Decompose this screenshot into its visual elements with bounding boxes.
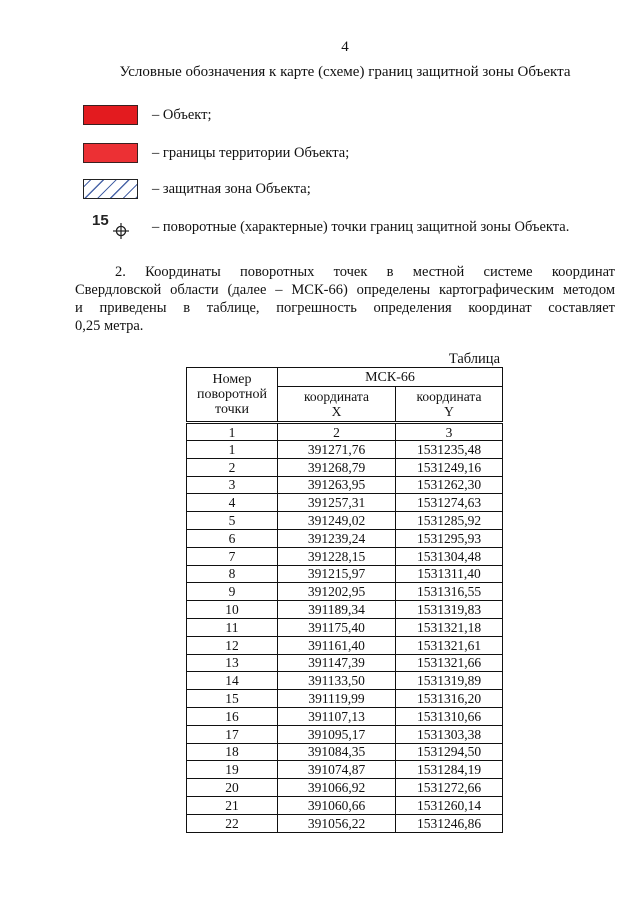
header-text-line: точки: [215, 402, 249, 417]
point-number-cell: 14: [187, 672, 278, 690]
coordinate-x-cell: 391215,97: [278, 565, 396, 583]
territory-boundary-swatch: [83, 143, 138, 163]
coordinate-x-cell: 391271,76: [278, 441, 396, 459]
point-number-cell: 17: [187, 725, 278, 743]
point-number-cell: 22: [187, 814, 278, 832]
header-text-line: координата: [304, 389, 369, 404]
table-row: [187, 512, 503, 530]
crosshair-icon: [112, 222, 130, 240]
coordinates-table: [186, 367, 503, 833]
table-row: [187, 601, 503, 619]
coordinate-y-cell: 1531235,48: [396, 441, 503, 459]
column-index-row: [187, 423, 503, 441]
coordinate-x-cell: 391060,66: [278, 796, 396, 814]
coordinate-y-cell: 1531321,61: [396, 636, 503, 654]
coordinate-y-cell: 1531295,93: [396, 529, 503, 547]
coordinate-x-cell: 391228,15: [278, 547, 396, 565]
point-number-cell: 10: [187, 601, 278, 619]
legend-label-protection-zone: – защитная зона Объекта;: [152, 181, 311, 197]
coordinate-x-cell: 391257,31: [278, 494, 396, 512]
table-row: [187, 654, 503, 672]
table-row: [187, 494, 503, 512]
coordinate-x-cell: 391263,95: [278, 476, 396, 494]
coordinate-x-cell: 391066,92: [278, 779, 396, 797]
legend-label-territory-boundary: – границы территории Объекта;: [152, 145, 350, 161]
hatched-zone-swatch: [83, 179, 138, 199]
point-number-cell: 9: [187, 583, 278, 601]
point-number-cell: 7: [187, 547, 278, 565]
coordinate-y-cell: 1531303,38: [396, 725, 503, 743]
coordinate-y-cell: 1531316,20: [396, 690, 503, 708]
coordinate-x-cell: 391095,17: [278, 725, 396, 743]
header-text-line: X: [331, 404, 342, 419]
header-point-number: [187, 368, 278, 423]
header-text-line: координата: [416, 389, 482, 404]
table-row: [187, 583, 503, 601]
table-row: [187, 743, 503, 761]
table-row: [187, 672, 503, 690]
coordinate-x-cell: 391119,99: [278, 690, 396, 708]
legend-item-turning-point: [83, 213, 623, 241]
coordinate-y-cell: 1531272,66: [396, 779, 503, 797]
coordinate-x-cell: 391107,13: [278, 707, 396, 725]
table-row: [187, 814, 503, 832]
point-number-cell: 3: [187, 476, 278, 494]
table-row: [187, 476, 503, 494]
paragraph-line: 0,25 метра.: [75, 318, 144, 334]
coordinate-y-cell: 1531284,19: [396, 761, 503, 779]
table-row: [187, 636, 503, 654]
point-number-cell: 8: [187, 565, 278, 583]
table-row: [187, 618, 503, 636]
coordinate-y-cell: 1531310,66: [396, 707, 503, 725]
header-text-line: поворотной: [197, 387, 267, 402]
point-number-cell: 13: [187, 654, 278, 672]
coordinate-y-cell: 1531304,48: [396, 547, 503, 565]
coordinate-y-cell: 1531319,89: [396, 672, 503, 690]
legend-item-object: [83, 105, 623, 125]
point-number-cell: 4: [187, 494, 278, 512]
table-body: [187, 423, 503, 833]
coordinate-x-cell: 391175,40: [278, 618, 396, 636]
coordinate-y-cell: 1531321,18: [396, 618, 503, 636]
table-header-row: [187, 368, 503, 387]
coordinate-y-cell: 1531249,16: [396, 458, 503, 476]
point-number-cell: 11: [187, 618, 278, 636]
header-text-line: Y: [444, 404, 454, 419]
coordinate-x-cell: 391056,22: [278, 814, 396, 832]
column-index-3: 3: [396, 423, 503, 441]
object-fill-swatch: [83, 105, 138, 125]
point-number-cell: 16: [187, 707, 278, 725]
point-number-cell: 5: [187, 512, 278, 530]
table-row: [187, 707, 503, 725]
point-number-cell: 2: [187, 458, 278, 476]
point-number-cell: 19: [187, 761, 278, 779]
header-coordinate-x: [278, 387, 396, 423]
legend-item-territory-boundary: [83, 143, 623, 163]
table-row: [187, 529, 503, 547]
coordinate-y-cell: 1531316,55: [396, 583, 503, 601]
point-number-cell: 6: [187, 529, 278, 547]
coordinate-y-cell: 1531262,30: [396, 476, 503, 494]
coordinate-y-cell: 1531260,14: [396, 796, 503, 814]
paragraph-line: Свердловской области (далее – МСК-66) определены картографическим методом: [75, 282, 615, 298]
point-number-cell: 15: [187, 690, 278, 708]
table-row: [187, 565, 503, 583]
coordinate-y-cell: 1531321,66: [396, 654, 503, 672]
coordinate-x-cell: 391133,50: [278, 672, 396, 690]
header-coordinate-system: МСК-66: [278, 368, 503, 387]
table-row: [187, 796, 503, 814]
coordinate-x-cell: 391239,24: [278, 529, 396, 547]
coordinate-x-cell: 391202,95: [278, 583, 396, 601]
table-row: [187, 779, 503, 797]
paragraph-line: и приведены в таблице, погрешность определения координат составляет: [75, 300, 615, 316]
coordinate-x-cell: 391084,35: [278, 743, 396, 761]
column-index-2: 2: [278, 423, 396, 441]
table-caption: Таблица: [448, 351, 500, 367]
coordinate-y-cell: 1531285,92: [396, 512, 503, 530]
coordinate-y-cell: 1531319,83: [396, 601, 503, 619]
point-number-cell: 18: [187, 743, 278, 761]
coordinate-y-cell: 1531246,86: [396, 814, 503, 832]
coordinates-paragraph: [75, 263, 615, 335]
legend-title: Условные обозначения к карте (схеме) границ защитной зоны Объекта: [119, 64, 571, 80]
header-text-line: Номер: [212, 372, 252, 387]
legend-item-protection-zone: [83, 179, 623, 199]
coordinate-x-cell: 391249,02: [278, 512, 396, 530]
coordinate-x-cell: 391189,34: [278, 601, 396, 619]
coordinate-x-cell: 391268,79: [278, 458, 396, 476]
point-number-cell: 1: [187, 441, 278, 459]
coordinate-x-cell: 391161,40: [278, 636, 396, 654]
page-number: 4: [341, 39, 349, 55]
legend-label-turning-point: – поворотные (характерные) точки границ защитной зоны Объекта.: [152, 219, 570, 235]
coordinate-y-cell: 1531311,40: [396, 565, 503, 583]
table-row: [187, 441, 503, 459]
coordinate-x-cell: 391147,39: [278, 654, 396, 672]
legend-label-object: – Объект;: [152, 107, 212, 123]
point-number-label: 15: [92, 212, 109, 229]
coordinate-y-cell: 1531294,50: [396, 743, 503, 761]
table-row: [187, 547, 503, 565]
header-coordinate-y: [396, 387, 503, 423]
point-number-cell: 12: [187, 636, 278, 654]
table-row: [187, 458, 503, 476]
coordinate-y-cell: 1531274,63: [396, 494, 503, 512]
table-row: [187, 761, 503, 779]
paragraph-line: 2. Координаты поворотных точек в местной системе координат: [115, 264, 615, 280]
point-number-cell: 21: [187, 796, 278, 814]
column-index-1: 1: [187, 423, 278, 441]
table-row: [187, 725, 503, 743]
coordinate-x-cell: 391074,87: [278, 761, 396, 779]
point-number-cell: 20: [187, 779, 278, 797]
table-row: [187, 690, 503, 708]
